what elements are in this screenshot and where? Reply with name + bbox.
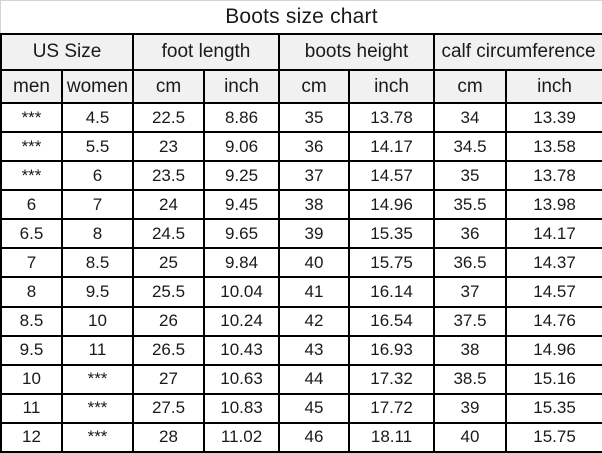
table-cell: 35: [279, 103, 349, 132]
table-row: [1, 190, 602, 219]
table-cell: 43: [279, 336, 349, 365]
table-cell: 13.58: [506, 132, 602, 161]
table-cell: 14.17: [506, 219, 602, 248]
table-cell: 13.98: [506, 190, 602, 219]
table-cell: ***: [62, 394, 133, 423]
column-header-calf-cm: cm: [434, 70, 506, 103]
table-cell: 8.5: [1, 307, 62, 336]
table-cell: 42: [279, 307, 349, 336]
column-group-calf-circumference: calf circumference: [434, 34, 602, 70]
table-row: [1, 336, 602, 365]
table-cell: 16.93: [349, 336, 434, 365]
table-cell: 14.96: [506, 336, 602, 365]
table-cell: 9.65: [204, 219, 279, 248]
table-cell: 15.75: [349, 248, 434, 277]
table-cell: 26: [133, 307, 204, 336]
table-cell: 22.5: [133, 103, 204, 132]
size-table: [0, 33, 602, 453]
table-row: [1, 103, 602, 132]
table-cell: 13.78: [349, 103, 434, 132]
table-row: [1, 277, 602, 306]
table-cell: 10.04: [204, 277, 279, 306]
table-cell: 37: [434, 277, 506, 306]
table-cell: 40: [279, 248, 349, 277]
table-cell: 9.5: [1, 336, 62, 365]
table-cell: 10: [1, 365, 62, 394]
table-cell: 38: [279, 190, 349, 219]
table-cell: 6.5: [1, 219, 62, 248]
table-cell: 27: [133, 365, 204, 394]
table-cell: 15.16: [506, 365, 602, 394]
table-cell: 10.24: [204, 307, 279, 336]
table-cell: 6: [62, 161, 133, 190]
column-header-foot-inch: inch: [204, 70, 279, 103]
column-group-boots-height: boots height: [279, 34, 434, 70]
column-group-foot-length: foot length: [133, 34, 279, 70]
table-cell: 24.5: [133, 219, 204, 248]
group-header-row: [1, 34, 602, 70]
column-header-foot-cm: cm: [133, 70, 204, 103]
table-cell: 14.76: [506, 307, 602, 336]
table-row: [1, 161, 602, 190]
table-cell: 37.5: [434, 307, 506, 336]
table-cell: 9.84: [204, 248, 279, 277]
table-cell: 13.39: [506, 103, 602, 132]
table-cell: 24: [133, 190, 204, 219]
column-header-women: women: [62, 70, 133, 103]
table-cell: 4.5: [62, 103, 133, 132]
table-cell: 25: [133, 248, 204, 277]
table-cell: 10.43: [204, 336, 279, 365]
table-cell: 23: [133, 132, 204, 161]
table-cell: 11: [62, 336, 133, 365]
table-cell: 8.86: [204, 103, 279, 132]
column-header-boots-cm: cm: [279, 70, 349, 103]
table-cell: 39: [279, 219, 349, 248]
table-cell: 10.83: [204, 394, 279, 423]
column-header-calf-inch: inch: [506, 70, 602, 103]
table-cell: 34.5: [434, 132, 506, 161]
table-cell: 16.54: [349, 307, 434, 336]
table-cell: 6: [1, 190, 62, 219]
table-cell: ***: [1, 132, 62, 161]
table-cell: 9.5: [62, 277, 133, 306]
table-cell: 14.17: [349, 132, 434, 161]
table-cell: 10: [62, 307, 133, 336]
table-cell: 15.35: [506, 394, 602, 423]
sub-header-row: [1, 70, 602, 103]
table-row: [1, 219, 602, 248]
table-cell: 11.02: [204, 423, 279, 452]
table-row: [1, 307, 602, 336]
table-cell: 8: [62, 219, 133, 248]
table-cell: 11: [1, 394, 62, 423]
table-cell: 18.11: [349, 423, 434, 452]
table-cell: 7: [1, 248, 62, 277]
table-cell: 5.5: [62, 132, 133, 161]
table-cell: 38: [434, 336, 506, 365]
table-cell: 36: [434, 219, 506, 248]
table-cell: 26.5: [133, 336, 204, 365]
table-cell: 37: [279, 161, 349, 190]
table-body: [1, 103, 602, 452]
table-cell: ***: [1, 161, 62, 190]
table-cell: ***: [62, 365, 133, 394]
table-cell: 9.06: [204, 132, 279, 161]
table-row: [1, 423, 602, 452]
table-cell: 14.57: [349, 161, 434, 190]
table-cell: 34: [434, 103, 506, 132]
table-cell: 36.5: [434, 248, 506, 277]
table-cell: 28: [133, 423, 204, 452]
table-cell: 14.37: [506, 248, 602, 277]
table-cell: 9.45: [204, 190, 279, 219]
table-cell: 35: [434, 161, 506, 190]
table-cell: 17.32: [349, 365, 434, 394]
column-header-boots-inch: inch: [349, 70, 434, 103]
page-title: Boots size chart: [0, 0, 602, 33]
table-cell: 17.72: [349, 394, 434, 423]
table-cell: ***: [62, 423, 133, 452]
table-cell: ***: [1, 103, 62, 132]
table-cell: 35.5: [434, 190, 506, 219]
table-row: [1, 365, 602, 394]
column-header-men: men: [1, 70, 62, 103]
table-cell: 8: [1, 277, 62, 306]
table-cell: 40: [434, 423, 506, 452]
table-cell: 16.14: [349, 277, 434, 306]
table-cell: 7: [62, 190, 133, 219]
table-cell: 14.57: [506, 277, 602, 306]
table-cell: 46: [279, 423, 349, 452]
column-group-us-size: US Size: [1, 34, 133, 70]
table-row: [1, 248, 602, 277]
table-row: [1, 132, 602, 161]
table-cell: 25.5: [133, 277, 204, 306]
table-row: [1, 394, 602, 423]
table-cell: 41: [279, 277, 349, 306]
table-cell: 15.75: [506, 423, 602, 452]
table-cell: 23.5: [133, 161, 204, 190]
table-cell: 8.5: [62, 248, 133, 277]
table-cell: 27.5: [133, 394, 204, 423]
table-cell: 36: [279, 132, 349, 161]
table-cell: 15.35: [349, 219, 434, 248]
table-cell: 45: [279, 394, 349, 423]
table-cell: 13.78: [506, 161, 602, 190]
table-cell: 14.96: [349, 190, 434, 219]
table-cell: 38.5: [434, 365, 506, 394]
table-cell: 39: [434, 394, 506, 423]
table-cell: 12: [1, 423, 62, 452]
table-cell: 10.63: [204, 365, 279, 394]
table-cell: 44: [279, 365, 349, 394]
table-cell: 9.25: [204, 161, 279, 190]
